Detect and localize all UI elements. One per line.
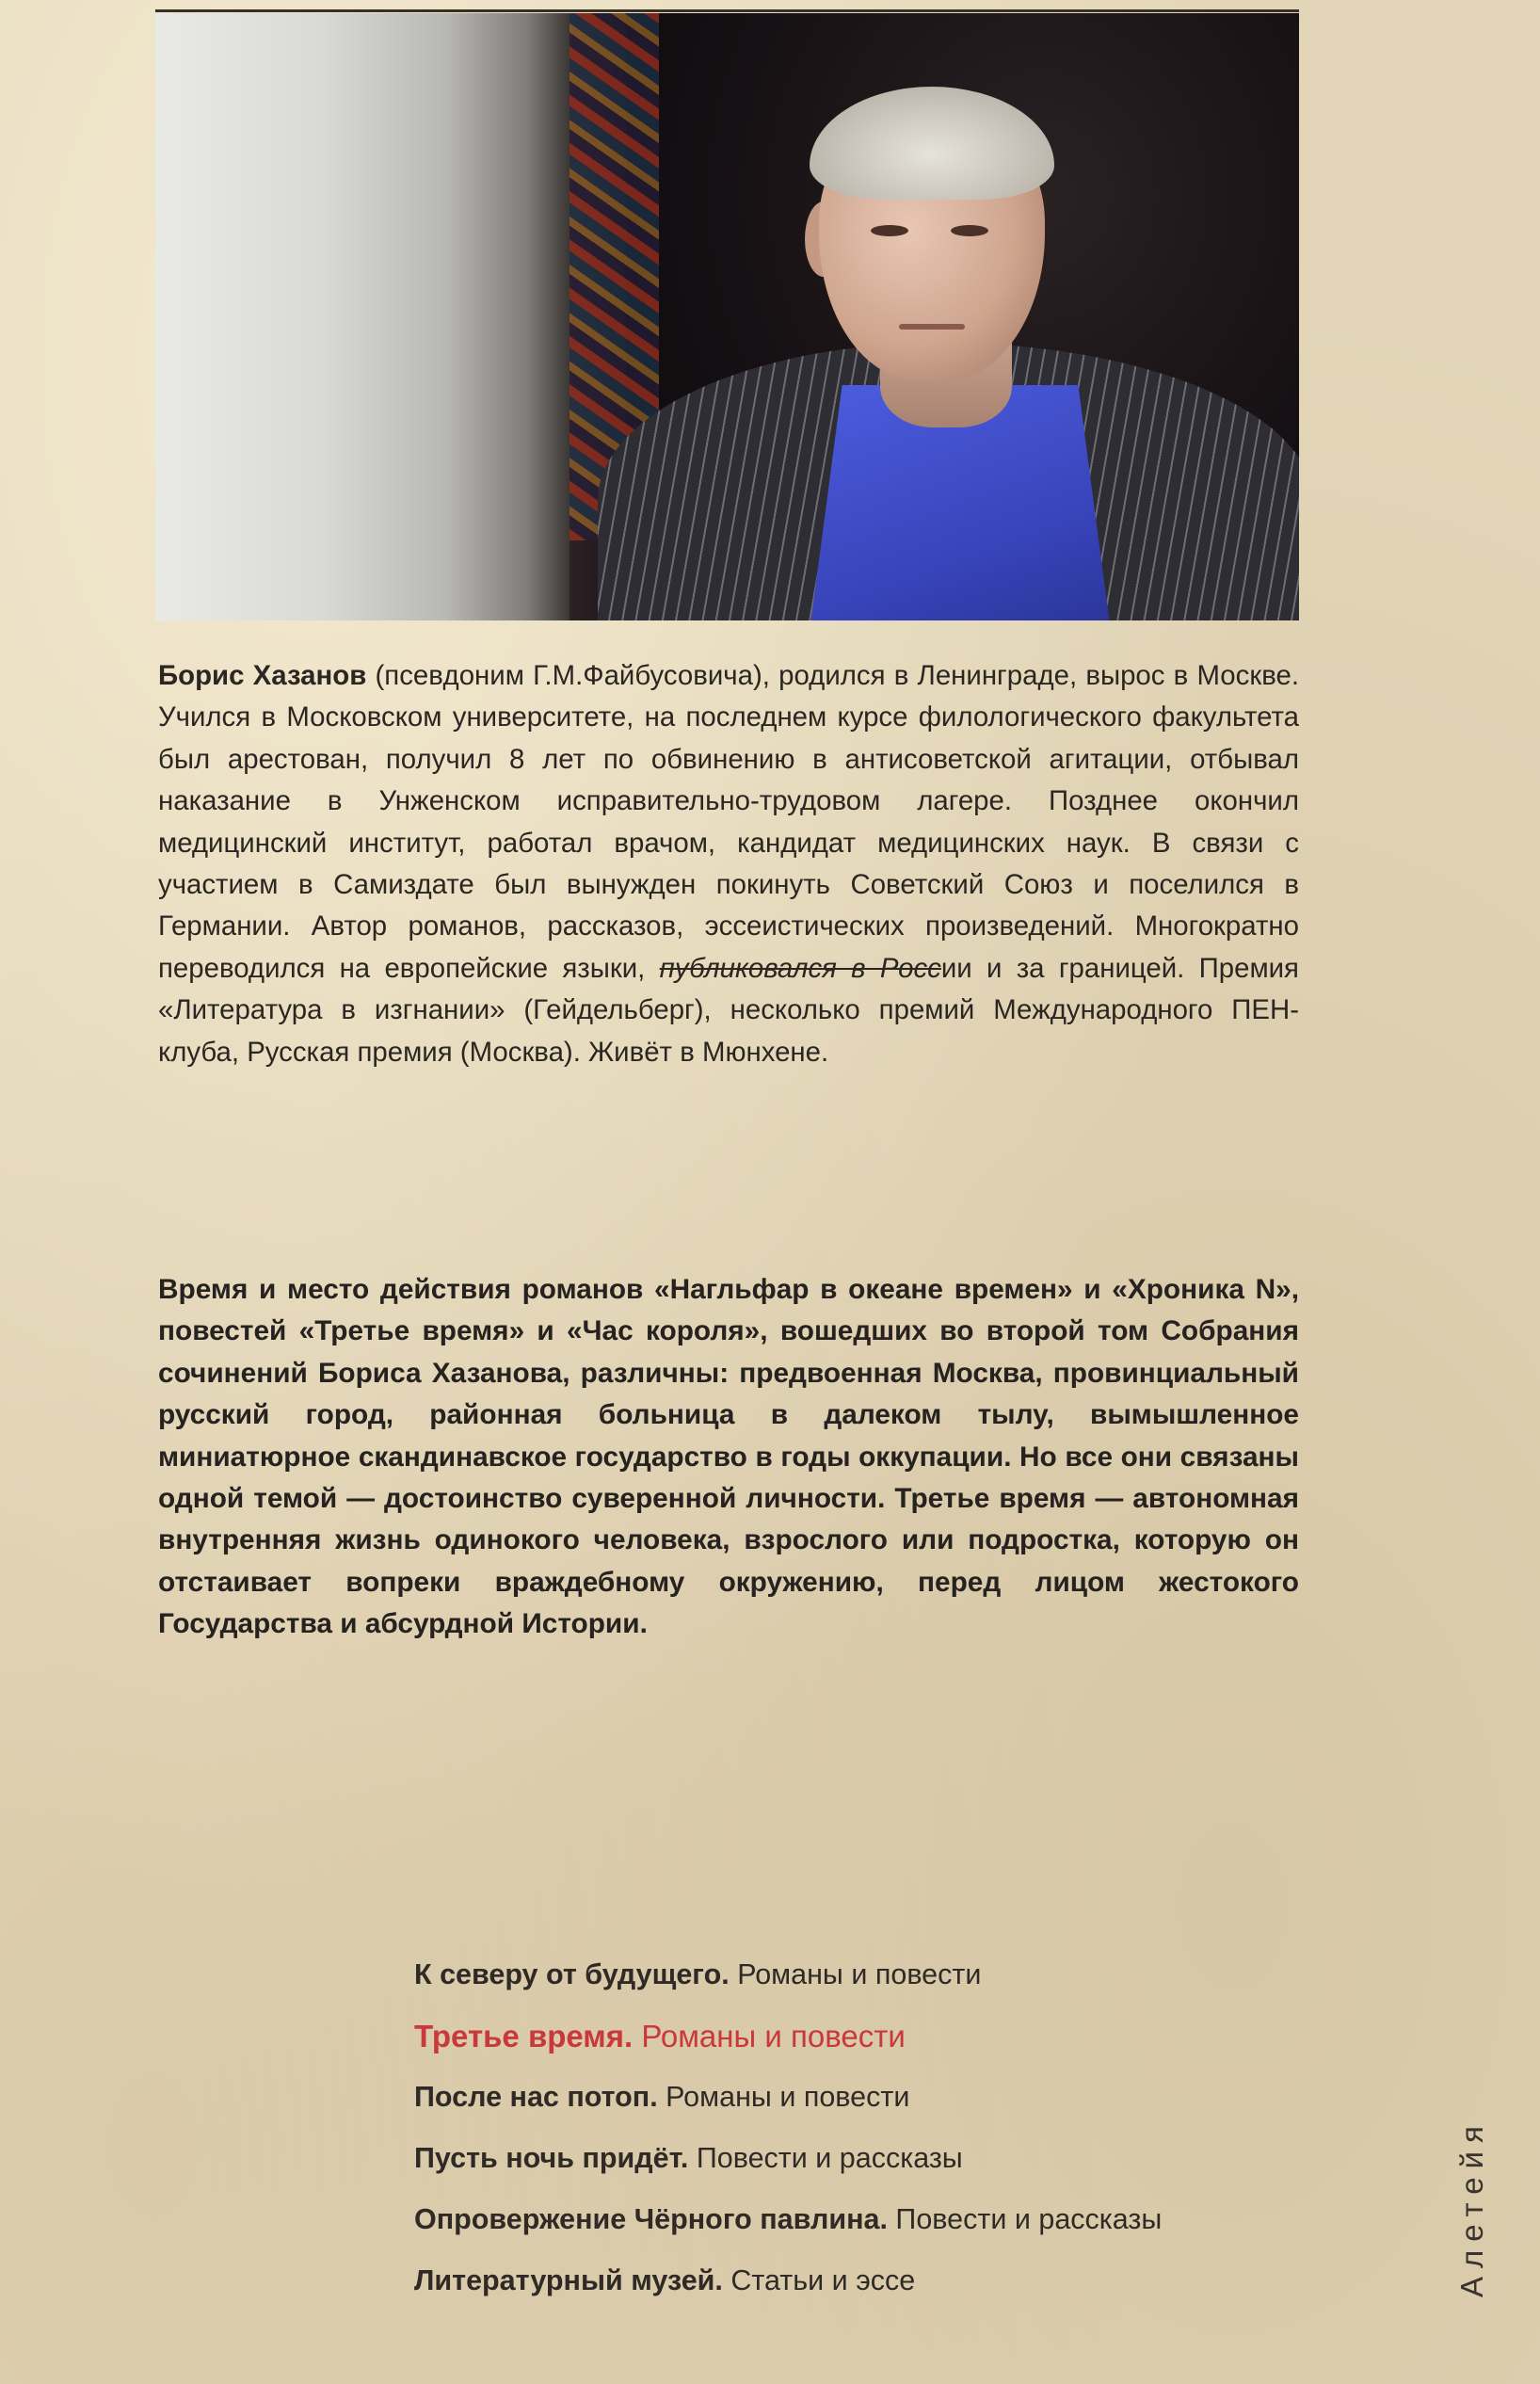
author-photo xyxy=(155,13,1299,620)
author-bio xyxy=(158,655,1299,1073)
volume-title: Третье время. xyxy=(414,2019,634,2054)
volume-subtitle: Романы и повести xyxy=(729,1958,982,1990)
bio-text-part-1: (псевдоним Г.М.Файбусовича), родился в Ленинграде, вырос в Москве. Учился в Московском университете, на последнем курсе филологического факультета был арестован, получил 8 лет по обвинению в антисоветской агитации, отбывал наказание в Унженском исправительно-трудовом лагере. Позднее окончил медицинский институт, работал врачом, кандидат медицинских наук. В связи с участием в Самиздате был вынужден покинуть Советский Союз и поселился в Германии. Автор романов, рассказов, эссеистических произведений. Многократно переводился на европейские языки, xyxy=(158,660,1299,984)
curtain xyxy=(155,13,569,620)
volume-item xyxy=(414,2250,1356,2312)
volume-title: Опровержение Чёрного павлина. xyxy=(414,2203,888,2235)
volume-title: Пусть ночь придёт. xyxy=(414,2142,689,2174)
volume-subtitle: Повести и рассказы xyxy=(688,2142,963,2174)
publisher-name: Алетейя xyxy=(1454,2118,1489,2297)
volume-item xyxy=(414,2067,1356,2128)
right-eye xyxy=(951,225,988,236)
book-description: Время и место действия романов «Нагльфар в океане времен» и «Хроника N», повестей «Третье время» и «Час короля», вошедших во второй том Собрания сочинений Бориса Хазанова, различны: предвоенная Москва, провинциальный русский город, районная больница в далеком тылу, вымышленное миниатюрное скандинавское государство в годы оккупации. Но все они связаны одной темой — достоинство суверенной личности. Третье время — автономная внутренняя жизнь одинокого человека, взрослого или подростка, которую он отстаивает вопреки враждебному окружению, перед лицом жестокого Государства и абсурдной Истории. xyxy=(158,1274,1299,1640)
volumes-list xyxy=(414,1944,1356,2312)
volume-title: Литературный музей. xyxy=(414,2264,723,2296)
bio-struck-text: публиковался в Росс xyxy=(659,952,941,984)
volume-item xyxy=(414,2189,1356,2250)
volume-item xyxy=(414,1944,1356,2005)
mouth xyxy=(899,324,965,330)
volume-subtitle: Романы и повести xyxy=(657,2081,910,2113)
top-border xyxy=(155,9,1299,12)
volume-item xyxy=(414,2128,1356,2189)
bio-text-part-2: ии и за границей. Премия «Литература в изгнании» (Гейдельберг), несколько премий Международного ПЕН-клуба, Русская премия (Москва). Живёт в Мюнхене. xyxy=(158,952,1299,1068)
volume-title: К северу от будущего. xyxy=(414,1958,730,1990)
volume-subtitle: Повести и рассказы xyxy=(887,2203,1163,2235)
left-eye xyxy=(871,225,908,236)
volume-item-current xyxy=(414,2005,1356,2067)
volume-title: После нас потоп. xyxy=(414,2081,658,2113)
volume-subtitle: Романы и повести xyxy=(633,2019,906,2054)
volume-subtitle: Статьи и эссе xyxy=(722,2264,916,2296)
author-name: Борис Хазанов xyxy=(158,660,367,691)
